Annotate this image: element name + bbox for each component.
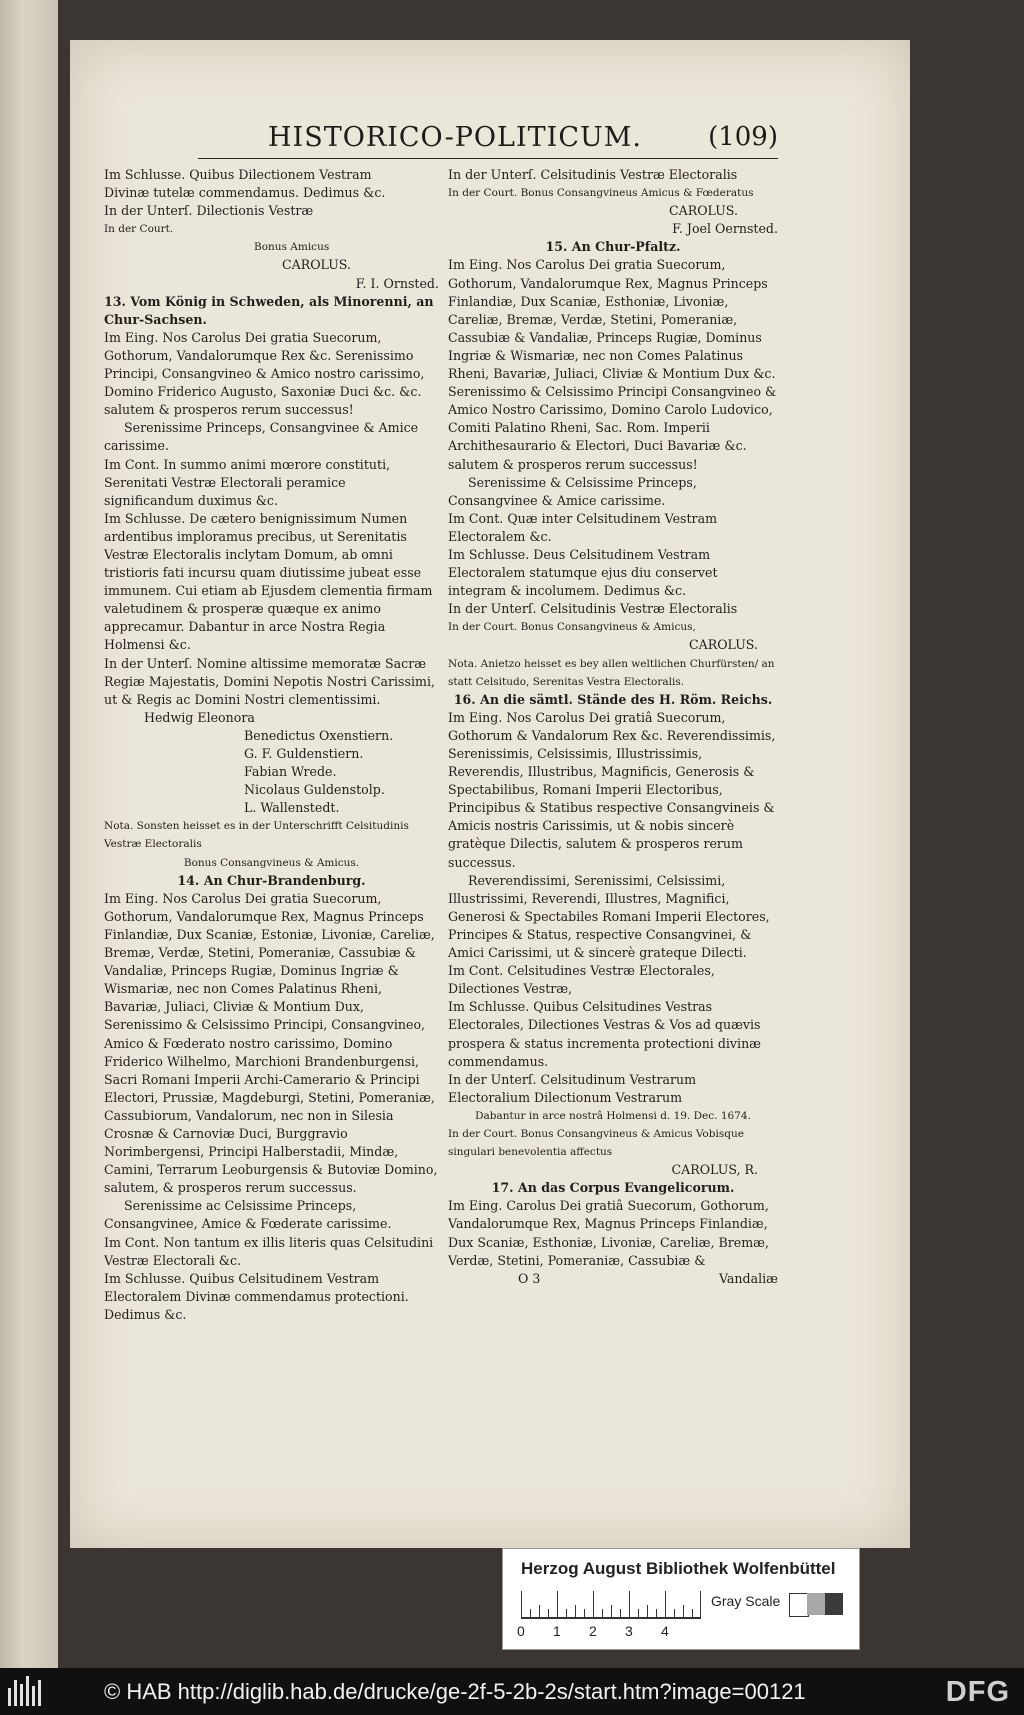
paragraph: Reverendissimi, Serenissimi, Celsissimi, Illustrissimi, Reverendi, Illustres, Magnifici, Generosi & Spectabiles Romani Imperii Electores, Principes & Status, respective Consangvinei, & Amici Carissimi, ut & sincerè grateque Dilecti. — [448, 872, 770, 961]
section-heading: 14. An Chur-Brandenburg. — [177, 872, 366, 888]
text-line: In der Unterſ. Celsitudinum Vestrarum Electoralium Dilectionum Vestrarum — [448, 1071, 697, 1105]
signature: CAROLUS, R. — [671, 1162, 758, 1178]
paragraph: Im Eing. Carolus Dei gratiâ Suecorum, Gothorum, Vandalorumque Rex, Magnus Princeps Finlandiæ, Dux Scaniæ, Esthoniæ, Livoniæ, Careliæ, Bremæ, Verdæ, Stetini, Pomeraniæ, Cassubiæ & — [448, 1198, 769, 1268]
paragraph: Im Cont. Non tantum ex illis literis quas Celsitudini Vestræ Electorali &c. — [104, 1234, 434, 1268]
text-line: In der Unterſ. Celsitudinis Vestræ Electoralis — [448, 601, 738, 617]
viewer-footer — [0, 1668, 1024, 1715]
paragraph: Serenissime ac Celsissime Princeps, Consangvinee, Amice & Fœderate carissime. — [104, 1198, 392, 1232]
signature: CAROLUS. — [668, 203, 738, 219]
text-line: Bonus Consangvineus & Amicus. — [183, 856, 360, 869]
ruler-number: 4 — [661, 1623, 669, 1639]
text-line: In der Unterſ. Celsitudinis Vestræ Electoralis — [448, 167, 738, 182]
paragraph: Im Schlusse. Quibus Celsitudines Vestras Electorales, Dilectiones Vestras & Vos ad quævis prospera & status incrementa protectioni divinæ commendamus. — [448, 999, 762, 1069]
catchword-line — [448, 1270, 778, 1288]
page-number: (109) — [708, 122, 778, 152]
ruler-number: 2 — [589, 1623, 597, 1639]
paragraph: Im Schlusse. De cætero benignissimum Numen ardentibus imploramus precibus, ut Serenitatis Vestræ Electoralis inclytam Domum, ab omni tristioris fati incursu quam diutissime jubeat esse immunem. Cui etiam ab Ejusdem clementia firmam valetudinem & prosperæ quæque ex animo apprecamur. Dabantur in arce Nostra Regia Holmensi &c. — [104, 510, 433, 653]
scale-ruler — [521, 1591, 701, 1619]
library-name: Herzog August Bibliothek Wolfenbüttel — [521, 1559, 836, 1578]
paragraph: Im Eing. Nos Carolus Dei gratia Suecorum, Gothorum, Vandalorumque Rex, Magnus Princeps Finlandiæ, Dux Scaniæ, Estoniæ, Livoniæ, Careliæ, Bremæ, Verdæ, Stetini, Pomeraniæ, Cassubiæ & Vandaliæ, Princeps Rugiæ, Dominus Ingriæ & Wismariæ, nec non Comes Palatinus Rheni, Bavariæ, Juliaci, Cliviæ & Montium Dux, Serenissimo & Celsissimo Principi, Consangvineo, Amico & Fœderato nostro carissimo, Domino Friderico Wilhelmo, Marchioni Brandenburgensi, Sacri Romani Imperii Archi-Camerario & Principi Electori, Prussiæ, Magdeburgi, Stetini, Pomeraniæ, Cassubiorum, Vandalorum, nec non in Silesia Crosnæ & Carnoviæ Duci, Burggravio Norimbergensi, Principi Halberstadii, Mindæ, Camini, Terrarum Leoburgensis & Butoviæ Domino, salutem, & prosperos rerum successus. — [104, 890, 438, 1196]
paragraph: Im Cont. Celsitudines Vestræ Electorales, Dilectiones Vestræ, — [448, 963, 715, 997]
section-heading: 13. Vom König in Schweden, als Minorenni, an Chur-Sachsen. — [104, 293, 434, 327]
section-heading: 16. An die sämtl. Stände des H. Röm. Reichs. — [453, 691, 773, 707]
catchword: Vandaliæ — [718, 1270, 778, 1286]
signature: CAROLUS. — [281, 257, 351, 273]
gray-swatch — [789, 1593, 809, 1617]
text-line: Im Schlusse. Quibus Dilectionem Vestram — [104, 167, 372, 182]
gray-swatch — [825, 1593, 843, 1615]
text-line: In der Court. Bonus Consangvineus & Amicus Vobisque singulari benevolentia affectus — [448, 1127, 744, 1159]
paragraph: In der Unterſ. Nomine altissime memoratæ Sacræ Regiæ Majestatis, Domini Nepotis Nostri Carissimi, ut & Regis ac Domini Nostri clementissimi. — [104, 655, 435, 707]
section-heading: 15. An Chur-Pfaltz. — [545, 239, 681, 255]
signature: L. Wallenstedt. — [244, 800, 340, 816]
paragraph: Im Eing. Nos Carolus Dei gratia Suecorum, Gothorum, Vandalorumque Rex &c. Serenissimo Principi, Consangvineo & Amico nostro carissimo, Domino Friderico Augusto, Saxoniæ Duci &c. &c. salutem & prosperos rerum successus! — [104, 329, 425, 418]
gray-swatch — [807, 1593, 825, 1615]
paragraph: Serenissime Princeps, Consangvinee & Amice carissime. — [104, 420, 419, 454]
gray-scale-label: Gray Scale — [711, 1593, 781, 1609]
date-line: Dabantur in arce nostrâ Holmensi d. 19. Dec. 1674. — [475, 1109, 751, 1122]
library-label — [502, 1548, 860, 1650]
note: Nota. Sonsten heisset es in der Unterschrifft Celsitudinis Vestræ Electoralis — [104, 820, 409, 851]
text-line: In der Court. Bonus Consangvineus Amicus & Fœderatus — [448, 187, 754, 200]
signature: Nicolaus Guldenstolp. — [244, 782, 385, 798]
page-header — [198, 122, 778, 159]
paragraph: Serenissime & Celsissime Princeps, Consangvinee & Amice carissime. — [448, 474, 697, 508]
ruler-number: 3 — [625, 1623, 633, 1639]
signature: Fabian Wrede. — [244, 764, 337, 780]
signature: CAROLUS. — [688, 637, 758, 653]
running-title: HISTORICO-POLITICUM. — [268, 122, 642, 153]
text-line: Divinæ tutelæ commendamus. Dedimus &c. — [104, 185, 386, 201]
paragraph: Im Eing. Nos Carolus Dei gratia Suecorum, Gothorum, Vandalorumque Rex, Magnus Princeps Finlandiæ, Dux Scaniæ, Esthoniæ, Livoniæ, Careliæ, Bremæ, Verdæ, Stetini, Pomeraniæ, Cassubiæ & Vandaliæ, Princeps Rugiæ, Dominus Ingriæ & Wismariæ, nec non Comes Palatinus Rheni, Bavariæ, Juliaci, Cliviæ & Montium Dux &c. Serenissimo & Celsissimo Principi Consangvineo & Amico Nostro Carissimo, Domino Carolo Ludovico, Comiti Palatino Rheni, Sac. Rom. Imperii Archithesaurario & Electori, Duci Bavariæ &c. salutem & prosperos rerum successus! — [448, 257, 777, 472]
source-url[interactable]: © HAB http://diglib.hab.de/drucke/ge-2f-5-2b-2s/start.htm?image=00121 — [104, 1679, 806, 1704]
text-line: In der Court. — [104, 223, 174, 236]
book-binding-edge — [0, 0, 58, 1668]
left-column — [104, 166, 439, 1324]
paragraph: Im Cont. In summo animi mœrore constituti, Serenitati Vestræ Electorali peramice significandum duximus &c. — [104, 456, 391, 508]
signature: Hedwig Eleonora — [144, 709, 255, 725]
note: Nota. Anietzo heisset es bey allen weltlichen Churfürsten/ an statt Celsitudo, Serenitas Vestra Electoralis. — [448, 657, 775, 688]
section-heading: 17. An das Corpus Evangelicorum. — [491, 1180, 735, 1196]
signature: Benedictus Oxenstiern. — [244, 727, 394, 743]
text-line: In der Court. Bonus Consangvineus & Amicus, — [448, 621, 696, 634]
paragraph: Im Schlusse. Deus Celsitudinem Vestram Electoralem statumque ejus diu conservet integram & incolumem. Dedimus &c. — [448, 546, 718, 599]
text-line: F. Joel Oernsted. — [672, 221, 778, 237]
paragraph: Im Cont. Quæ inter Celsitudinem Vestram Electoralem &c. — [448, 510, 718, 544]
hab-logo-icon — [8, 1676, 44, 1706]
ruler-number: 0 — [517, 1623, 525, 1639]
ruler-number: 1 — [553, 1623, 561, 1639]
text-line: F. I. Ornsted. — [355, 275, 439, 291]
dfg-logo: DFG — [945, 1676, 1010, 1708]
paragraph: Im Schlusse. Quibus Celsitudinem Vestram Electoralem Divinæ commendamus protectioni. Dedimus &c. — [104, 1270, 409, 1322]
signature: G. F. Guldenstiern. — [244, 746, 364, 761]
paragraph: Im Eing. Nos Carolus Dei gratiâ Suecorum, Gothorum & Vandalorum Rex &c. Reverendissimis, Serenissimis, Celsissimis, Illustrissimis, Reverendis, Illustribus, Magnificis, Generosis & Spectabilibus, Romani Imperii Electoribus, Principibus & Statibus respective Consangvineis & Amicis nostris Carissimis, ut & nobis sincerè gratèque Dilectis, salutem & prosperos rerum successus. — [448, 709, 776, 870]
text-line: In der Unterſ. Dilectionis Vestræ — [104, 203, 314, 219]
right-column — [448, 166, 778, 1288]
signature-mark: O 3 — [518, 1270, 541, 1286]
text-line: Bonus Amicus — [254, 241, 330, 254]
